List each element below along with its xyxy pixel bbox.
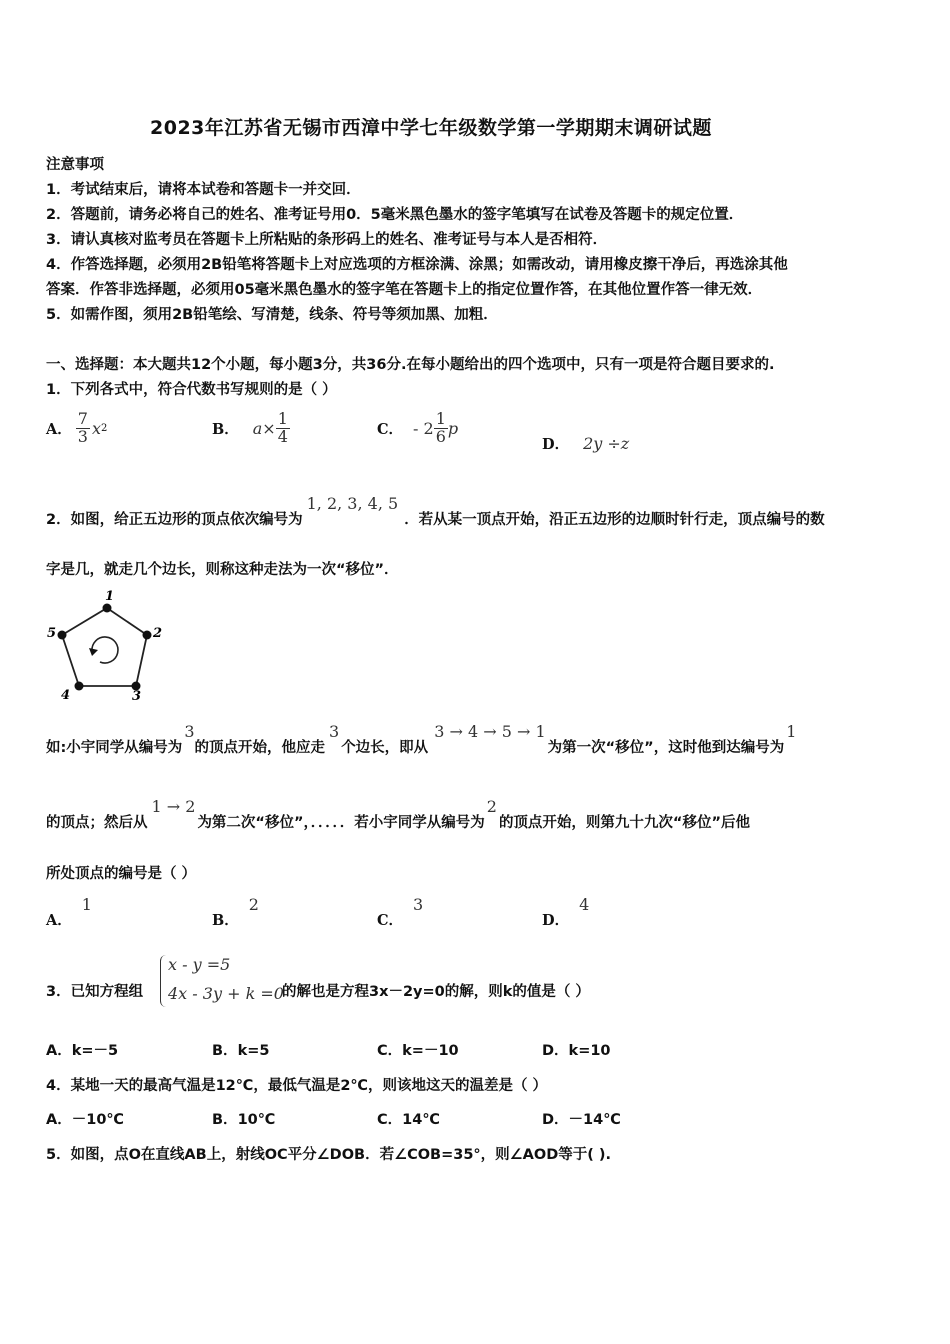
q2-line2: 字是几，就走几个边长，则称这种走法为一次“移位”． [46, 562, 399, 578]
q2-line4-text-1: 的顶点；然后从 [46, 815, 148, 831]
q2-line4-text-3: 的顶点开始，则第九十九次“移位”后他 [498, 815, 750, 831]
q3-post: 的解也是方程3x－2y=0的解，则k的值是（ ） [282, 984, 590, 1000]
q3-label-d: D． [542, 1043, 569, 1059]
q3-pre: 3．已知方程组 [46, 984, 144, 1000]
q1-option-c [377, 411, 458, 446]
q4-option-d [542, 1108, 621, 1129]
q2-line4-math-1: 1 → 2 [151, 797, 196, 816]
vertex-label-4: 4 [61, 688, 71, 703]
q1-label-d: D． [542, 436, 570, 453]
q3-label-a: A． [46, 1043, 72, 1059]
page-title: 2023年江苏省无锡市西漳中学七年级数学第一学期期末调研试题 [150, 117, 712, 139]
q1-b-numerator: 1 [277, 409, 288, 428]
vertex-label-2: 2 [153, 626, 163, 641]
q2-vertex-numbers: 1, 2, 3, 4, 5 [306, 494, 399, 513]
q2-option-a [46, 895, 92, 930]
q4-label-d: D． [542, 1112, 569, 1128]
q4-b-value: 10℃ [237, 1112, 276, 1128]
q2-line4-text-2: 为第二次“移位”，．．．．．若小宇同学从编号为 [197, 815, 485, 831]
q1-c-var: p [447, 418, 459, 438]
q5-stem: 5．如图，点O在直线AB上，射线OC平分∠DOB．若∠COB=35°，则∠AOD等于( ). [46, 1147, 612, 1163]
vertex-label-5: 5 [47, 626, 57, 641]
q3-equation-2: 4x - 3y + k =0 [168, 984, 284, 1003]
q2-line3-math-4: 1 [786, 722, 797, 741]
q3-option-b [212, 1039, 269, 1060]
q2-line1 [46, 494, 825, 529]
q1-d-expr: 2y ÷z [583, 434, 630, 453]
vertex-1-dot [103, 604, 112, 613]
q3-a-value: k=－5 [71, 1043, 119, 1059]
q2-line4 [46, 797, 750, 832]
q4-option-c [377, 1108, 440, 1129]
q2-label-d: D． [542, 912, 570, 929]
q2-line3-text-1: 如:小宇同学从编号为 [46, 740, 183, 756]
q4-label-b: B． [212, 1112, 238, 1128]
q2-line3-math-2: 3 [329, 722, 340, 741]
q1-option-b [212, 411, 290, 446]
q4-stem: 4．某地一天的最高气温是12℃，最低气温是2℃，则该地这天的温差是（ ） [46, 1078, 548, 1094]
notice-heading: 注意事项 [46, 157, 104, 173]
vertex-4-dot [75, 682, 84, 691]
q2-label-a: A． [46, 912, 72, 929]
q1-b-denominator: 4 [277, 426, 288, 446]
q4-label-c: C． [377, 1112, 403, 1128]
q1-b-pre: a× [252, 418, 276, 438]
q1-a-var: x [91, 418, 101, 438]
vertex-label-1: 1 [105, 589, 115, 604]
pentagon-outline [62, 608, 147, 686]
q4-label-a: A． [46, 1112, 72, 1128]
q1-label-c: C． [377, 420, 404, 438]
q1-b-fraction [276, 411, 290, 446]
q3-system-brace [160, 955, 167, 1007]
q1-c-pre: - 2 [413, 418, 434, 438]
q2-label-c: C． [377, 912, 404, 929]
q2-line4-math-2: 2 [486, 797, 497, 816]
notice-item-1: 1．考试结束后，请将本试卷和答题卡一并交回． [46, 182, 361, 198]
q3-label-c: C． [377, 1043, 403, 1059]
q2-option-d [542, 895, 589, 930]
q4-option-a [46, 1108, 124, 1129]
q2-line3-math-3: 3 → 4 → 5 → 1 [434, 722, 546, 741]
q2-line1-text-2: ．若从某一顶点开始，沿正五边形的边顺时针行走，顶点编号的数 [404, 512, 825, 528]
q2-line5: 所处顶点的编号是（ ） [46, 866, 197, 882]
q2-line3-math-1: 3 [184, 722, 195, 741]
pentagon-figure [42, 588, 172, 703]
q2-a-value: 1 [81, 895, 92, 914]
q3-option-c [377, 1039, 459, 1060]
q4-d-value: －14℃ [568, 1112, 621, 1128]
q3-option-d [542, 1039, 611, 1060]
q2-option-b [212, 895, 259, 930]
arrow-head-icon [89, 648, 98, 656]
q1-c-denominator: 6 [435, 426, 446, 446]
q2-line3 [46, 722, 796, 757]
q1-label-b: B． [212, 420, 239, 438]
q1-stem: 1．下列各式中，符合代数书写规则的是（ ） [46, 382, 337, 398]
q1-option-a [46, 411, 107, 446]
vertex-5-dot [58, 631, 67, 640]
q1-a-numerator: 7 [77, 409, 88, 428]
q2-label-b: B． [212, 912, 239, 929]
q4-a-value: －10℃ [71, 1112, 124, 1128]
q1-a-denominator: 3 [77, 426, 88, 446]
notice-item-3: 3．请认真核对监考员在答题卡上所粘贴的条形码上的姓名、准考证号与本人是否相符． [46, 232, 608, 248]
q4-option-b [212, 1108, 275, 1129]
q1-c-numerator: 1 [435, 409, 446, 428]
q1-a-exp: 2 [100, 422, 108, 434]
notice-item-4: 4．作答选择题，必须用2B铅笔将答题卡上对应选项的方框涂满、涂黑；如需改动，请用橡皮擦干净后，再选涂其他 [46, 257, 788, 273]
q2-line1-text: 2．如图，给正五边形的顶点依次编号为 [46, 512, 303, 528]
q2-c-value: 3 [413, 895, 424, 914]
q1-a-fraction [76, 411, 90, 446]
notice-item-5: 5．如需作图，须用2B铅笔绘、写清楚，线条、符号等须加黑、加粗． [46, 307, 498, 323]
q2-line3-text-4: 为第一次“移位”，这时他到达编号为 [547, 740, 785, 756]
q3-d-value: k=10 [568, 1043, 611, 1059]
q3-option-a [46, 1039, 118, 1060]
notice-item-4-cont: 答案．作答非选择题，必须用05毫米黑色墨水的签字笔在答题卡上的指定位置作答，在其他位置作答一律无效． [46, 282, 763, 298]
q2-option-c [377, 895, 423, 930]
q3-c-value: k=－10 [402, 1043, 459, 1059]
vertex-label-3: 3 [132, 689, 142, 703]
q2-line3-text-2: 的顶点开始，他应走 [194, 740, 325, 756]
q3-label-b: B． [212, 1043, 238, 1059]
q2-d-value: 4 [579, 895, 590, 914]
vertex-2-dot [143, 631, 152, 640]
section-heading: 一、选择题：本大题共12个小题，每小题3分，共36分.在每小题给出的四个选项中，只有一项是符合题目要求的. [46, 357, 775, 373]
q3-b-value: k=5 [237, 1043, 270, 1059]
q2-line3-text-3: 个边长，即从 [341, 740, 429, 756]
q4-c-value: 14℃ [402, 1112, 440, 1128]
notice-item-2: 2．答题前，请务必将自己的姓名、准考证号用0．5毫米黑色墨水的签字笔填写在试卷及答题卡的规定位置． [46, 207, 744, 223]
q2-b-value: 2 [248, 895, 259, 914]
q1-option-d [542, 433, 629, 454]
q1-label-a: A． [46, 420, 72, 438]
q1-c-fraction [434, 411, 448, 446]
q3-equation-1: x - y =5 [168, 955, 231, 974]
